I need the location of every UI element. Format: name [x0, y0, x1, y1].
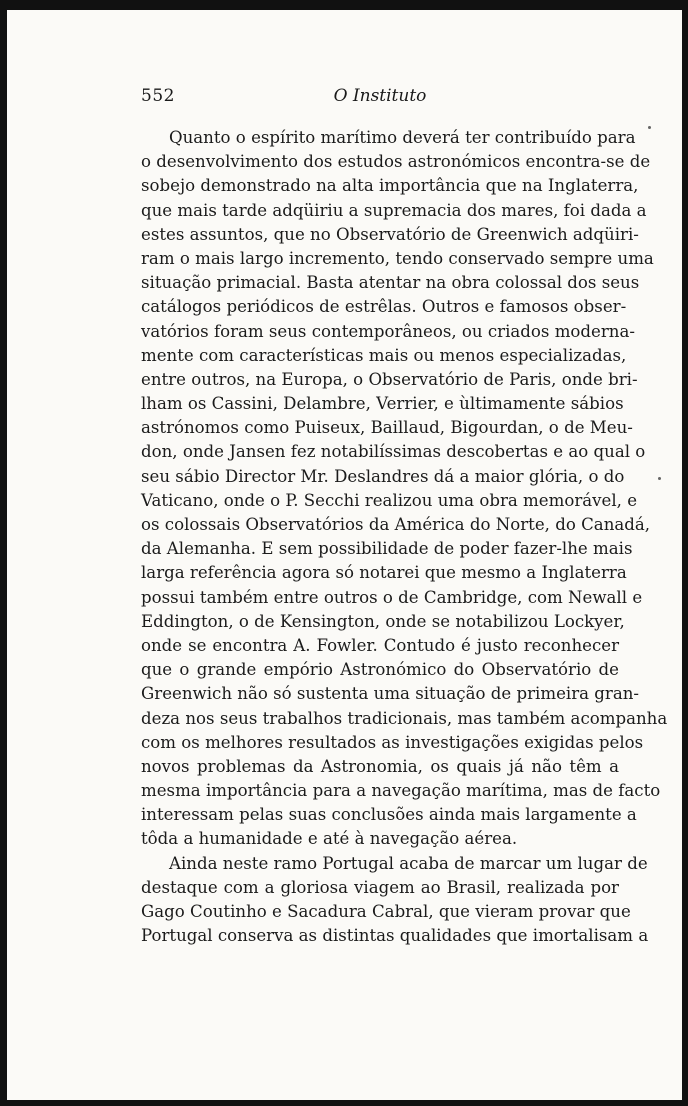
text-line: onde se encontra A. Fowler. Contudo é justo reconhecer [141, 635, 619, 655]
text-line: entre outros, na Europa, o Observatório de Paris, onde bri- [141, 369, 638, 389]
text-line: Eddington, o de Kensington, onde se notabilizou Lockyer, [141, 611, 625, 631]
running-title: O Instituto [333, 86, 427, 106]
paragraph-2 [141, 852, 649, 949]
text-line: Portugal conserva as distintas qualidades que imortalisam a [141, 926, 649, 946]
text-line: don, onde Jansen fez notabilíssimas descobertas e ao qual o [141, 442, 646, 462]
text-line: deza nos seus trabalhos tradicionais, mas também acompanha [141, 708, 668, 728]
text-line: tôda a humanidade e até à navegação aérea. [141, 829, 518, 849]
text-line: sobejo demonstrado na alta importância que na Inglaterra, [141, 176, 639, 196]
text-line: o desenvolvimento dos estudos astronómicos encontra-se de [141, 152, 651, 172]
paragraph-1 [141, 126, 668, 852]
text-line: estes assuntos, que no Observatório de Greenwich adqüiri- [141, 224, 639, 244]
text-line: da Alemanha. E sem possibilidade de poder fazer-lhe mais [141, 539, 633, 559]
text-line: ram o mais largo incremento, tendo conservado sempre uma [141, 248, 654, 268]
text-line: catálogos periódicos de estrêlas. Outros e famosos obser- [141, 297, 627, 317]
text-line: situação primacial. Basta atentar na obra colossal dos seus [141, 273, 640, 293]
body-text [141, 126, 668, 948]
text-line: novos problemas da Astronomia, os quais já não têm a [141, 756, 619, 776]
text-line: que mais tarde adqüiriu a supremacia dos mares, foi dada a [141, 200, 647, 220]
text-line: astrónomos como Puiseux, Baillaud, Bigourdan, o de Meu- [141, 418, 633, 438]
text-line: mente com características mais ou menos especializadas, [141, 345, 627, 365]
text-line: Greenwich não só sustenta uma situação de primeira gran- [141, 684, 640, 704]
scan-speck [658, 477, 661, 480]
text-line: os colossais Observatórios da América do Norte, do Canadá, [141, 515, 651, 534]
text-line: seu sábio Director Mr. Deslandres dá a maior glória, o do [141, 466, 625, 486]
text-line: possui também entre outros o de Cambridge, com Newall e [141, 587, 643, 607]
scan-speck [648, 126, 651, 129]
text-line: mesma importância para a navegação marítima, mas de facto [141, 781, 661, 801]
page-number: 552 [141, 86, 175, 106]
text-line: Vaticano, onde o P. Secchi realizou uma obra memorável, e [141, 490, 638, 510]
text-line: larga referência agora só notarei que mesmo a Inglaterra [141, 563, 627, 583]
text-line: Ainda neste ramo Portugal acaba de marcar um lugar de [169, 853, 648, 873]
text-line: destaque com a gloriosa viagem ao Brasil, realizada por [141, 877, 619, 897]
text-line: lham os Cassini, Delambre, Verrier, e ùltimamente sábios [141, 394, 624, 414]
text-line: com os melhores resultados as investigações exigidas pelos [141, 732, 644, 752]
text-line: que o grande empório Astronómico do Observatório de [141, 660, 619, 680]
text-line: Quanto o espírito marítimo deverá ter contribuído para [169, 128, 636, 147]
text-line: interessam pelas suas conclusões ainda mais largamente a [141, 805, 637, 825]
text-line: Gago Coutinho e Sacadura Cabral, que vieram provar que [141, 902, 631, 921]
text-line: vatórios foram seus contemporâneos, ou criados moderna- [141, 321, 635, 341]
page-header [141, 86, 619, 110]
